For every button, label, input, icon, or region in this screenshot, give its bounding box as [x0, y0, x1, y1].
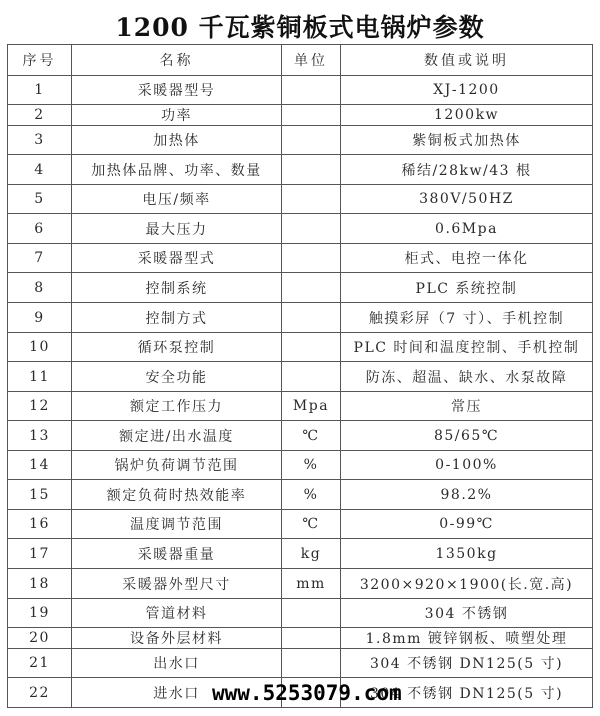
- cell-no: 17: [8, 539, 72, 569]
- cell-value: PLC 时间和温度控制、手机控制: [341, 333, 593, 362]
- cell-value: 柜式、电控一体化: [341, 244, 593, 273]
- cell-no: 8: [8, 273, 72, 303]
- cell-value: 1.8mm 镀锌钢板、喷塑处理: [341, 628, 593, 649]
- table-row: [8, 333, 593, 362]
- table-row: [8, 214, 593, 244]
- cell-unit: [282, 599, 341, 628]
- cell-no: 1: [8, 76, 72, 105]
- cell-unit: ℃: [282, 510, 341, 539]
- cell-unit: [282, 362, 341, 392]
- table-row: [8, 105, 593, 126]
- table-row: [8, 155, 593, 185]
- cell-name: 额定负荷时热效能率: [72, 480, 282, 510]
- cell-no: 2: [8, 105, 72, 126]
- cell-name: 控制系统: [72, 273, 282, 303]
- cell-no: 5: [8, 185, 72, 214]
- cell-value: 0.6Mpa: [341, 214, 593, 244]
- cell-no: 22: [8, 678, 72, 708]
- cell-unit: [282, 185, 341, 214]
- cell-name: 加热体: [72, 126, 282, 155]
- table-row: [8, 392, 593, 421]
- cell-no: 13: [8, 421, 72, 451]
- cell-no: 11: [8, 362, 72, 392]
- cell-name: 控制方式: [72, 303, 282, 333]
- cell-no: 15: [8, 480, 72, 510]
- cell-name: 设备外层材料: [72, 628, 282, 649]
- cell-unit: [282, 244, 341, 273]
- table-row: [8, 303, 593, 333]
- cell-value: 1200kw: [341, 105, 593, 126]
- cell-no: 3: [8, 126, 72, 155]
- table-row: [8, 539, 593, 569]
- cell-no: 12: [8, 392, 72, 421]
- cell-unit: [282, 273, 341, 303]
- cell-value: 304 不锈钢 DN125(5 寸): [341, 678, 593, 708]
- table-row: [8, 569, 593, 599]
- table-row: [8, 273, 593, 303]
- cell-name: 安全功能: [72, 362, 282, 392]
- header-value: 数值或说明: [341, 45, 593, 76]
- cell-value: 0-99℃: [341, 510, 593, 539]
- header-name: 名称: [72, 45, 282, 76]
- cell-no: 19: [8, 599, 72, 628]
- cell-unit: Mpa: [282, 392, 341, 421]
- cell-value: 304 不锈钢 DN125(5 寸): [341, 649, 593, 678]
- cell-unit: [282, 628, 341, 649]
- cell-value: PLC 系统控制: [341, 273, 593, 303]
- table-row: [8, 244, 593, 273]
- table-row: [8, 599, 593, 628]
- cell-unit: [282, 303, 341, 333]
- cell-unit: [282, 333, 341, 362]
- cell-value: 3200×920×1900(长.宽.高): [341, 569, 593, 599]
- cell-name: 采暖器重量: [72, 539, 282, 569]
- table-row: [8, 185, 593, 214]
- cell-name: 额定工作压力: [72, 392, 282, 421]
- cell-no: 7: [8, 244, 72, 273]
- table-row: [8, 628, 593, 649]
- cell-unit: [282, 214, 341, 244]
- cell-name: 管道材料: [72, 599, 282, 628]
- cell-unit: %: [282, 480, 341, 510]
- cell-no: 10: [8, 333, 72, 362]
- cell-name: 电压/频率: [72, 185, 282, 214]
- cell-name: 出水口: [72, 649, 282, 678]
- cell-no: 21: [8, 649, 72, 678]
- cell-unit: [282, 76, 341, 105]
- cell-name: 采暖器型式: [72, 244, 282, 273]
- cell-unit: [282, 649, 341, 678]
- cell-name: 温度调节范围: [72, 510, 282, 539]
- cell-unit: [282, 155, 341, 185]
- cell-value: 常压: [341, 392, 593, 421]
- cell-no: 20: [8, 628, 72, 649]
- cell-unit: mm: [282, 569, 341, 599]
- table-row: [8, 649, 593, 678]
- cell-unit: %: [282, 451, 341, 480]
- table-row: [8, 421, 593, 451]
- cell-unit: ℃: [282, 421, 341, 451]
- cell-no: 14: [8, 451, 72, 480]
- cell-name: 循环泵控制: [72, 333, 282, 362]
- spec-table: [7, 44, 593, 708]
- table-header-row: [8, 45, 593, 76]
- cell-value: 紫铜板式加热体: [341, 126, 593, 155]
- cell-value: 稀结/28kw/43 根: [341, 155, 593, 185]
- cell-name: 加热体品牌、功率、数量: [72, 155, 282, 185]
- cell-name: 锅炉负荷调节范围: [72, 451, 282, 480]
- cell-value: 380V/50HZ: [341, 185, 593, 214]
- page-title: 1200 千瓦紫铜板式电锅炉参数: [115, 13, 485, 42]
- table-row: [8, 510, 593, 539]
- cell-no: 18: [8, 569, 72, 599]
- cell-no: 4: [8, 155, 72, 185]
- cell-name: 进水口: [72, 678, 282, 708]
- cell-no: 16: [8, 510, 72, 539]
- cell-name: 采暖器外型尺寸: [72, 569, 282, 599]
- cell-value: 98.2%: [341, 480, 593, 510]
- cell-unit: [282, 126, 341, 155]
- cell-value: 防冻、超温、缺水、水泵故障: [341, 362, 593, 392]
- header-unit: 单位: [282, 45, 341, 76]
- cell-value: 触摸彩屏（7 寸）、手机控制: [341, 303, 593, 333]
- watermark: www.5253079.com: [212, 681, 402, 705]
- table-row: [8, 480, 593, 510]
- cell-name: 功率: [72, 105, 282, 126]
- cell-value: 0-100%: [341, 451, 593, 480]
- cell-unit: [282, 105, 341, 126]
- cell-name: 额定进/出水温度: [72, 421, 282, 451]
- header-no: 序号: [8, 45, 72, 76]
- cell-unit: kg: [282, 539, 341, 569]
- cell-name: 采暖器型号: [72, 76, 282, 105]
- cell-value: 1350kg: [341, 539, 593, 569]
- cell-value: XJ-1200: [341, 76, 593, 105]
- table-row: [8, 451, 593, 480]
- table-row: [8, 76, 593, 105]
- cell-value: 304 不锈钢: [341, 599, 593, 628]
- table-row: [8, 126, 593, 155]
- cell-no: 9: [8, 303, 72, 333]
- cell-name: 最大压力: [72, 214, 282, 244]
- table-row: [8, 362, 593, 392]
- cell-no: 6: [8, 214, 72, 244]
- cell-value: 85/65℃: [341, 421, 593, 451]
